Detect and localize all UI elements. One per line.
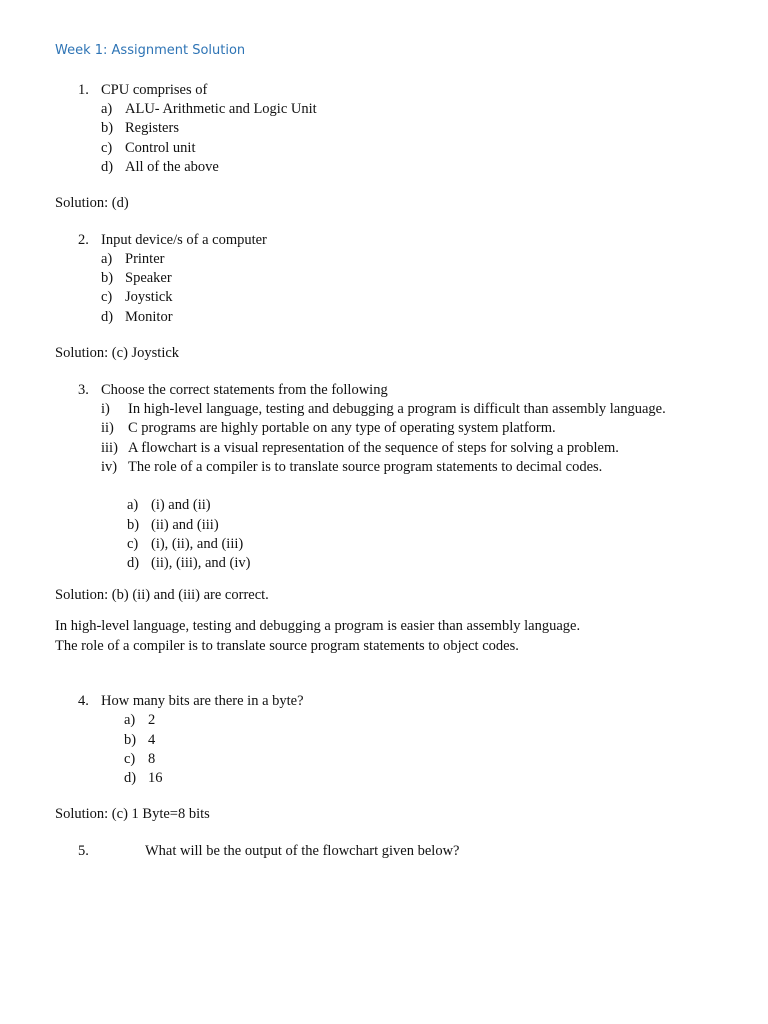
q3-option-a-label: a) <box>127 497 139 513</box>
question-5-text: What will be the output of the flowchart given below? <box>145 843 460 859</box>
q4-option-d-label: d) <box>124 770 137 786</box>
q4-option-c-label: c) <box>124 751 136 767</box>
question-2-text: Input device/s of a computer <box>101 232 267 248</box>
q1-solution: Solution: (d) <box>55 195 129 211</box>
q2-option-a-label: a) <box>101 251 113 267</box>
question-4-number: 4. <box>78 693 89 709</box>
q3-option-d: (ii), (iii), and (iv) <box>151 555 251 571</box>
q4-solution: Solution: (c) 1 Byte=8 bits <box>55 806 210 822</box>
q3-statement-4-label: iv) <box>101 459 118 475</box>
page-title: Week 1: Assignment Solution <box>55 43 246 58</box>
q4-option-b-label: b) <box>124 732 137 748</box>
q3-option-d-label: d) <box>127 555 140 571</box>
q4-option-b: 4 <box>148 732 156 748</box>
q3-statement-4: The role of a compiler is to translate source program statements to decimal codes. <box>128 459 603 475</box>
q3-solution: Solution: (b) (ii) and (iii) are correct. <box>55 587 269 603</box>
q3-option-b: (ii) and (iii) <box>151 517 219 533</box>
question-3-number: 3. <box>78 382 89 398</box>
q3-option-b-label: b) <box>127 517 140 533</box>
question-1-number: 1. <box>78 82 89 98</box>
q2-option-d: Monitor <box>125 309 173 325</box>
question-5-number: 5. <box>78 843 89 859</box>
q3-option-c-label: c) <box>127 536 139 552</box>
q4-option-c: 8 <box>148 751 156 767</box>
q1-option-b: Registers <box>125 120 179 136</box>
q3-statement-1-label: i) <box>101 401 110 417</box>
q2-option-c-label: c) <box>101 289 113 305</box>
q2-option-b: Speaker <box>125 270 172 286</box>
question-1-text: CPU comprises of <box>101 82 208 98</box>
q4-option-a-label: a) <box>124 712 136 728</box>
question-4-text: How many bits are there in a byte? <box>101 693 304 709</box>
q2-option-b-label: b) <box>101 270 114 286</box>
q4-option-d: 16 <box>148 770 163 786</box>
q1-option-c: Control unit <box>125 140 196 156</box>
q2-option-c: Joystick <box>125 289 173 305</box>
q2-option-a: Printer <box>125 251 165 267</box>
q1-option-a-label: a) <box>101 101 113 117</box>
q3-explanation-line-2: The role of a compiler is to translate source program statements to object codes. <box>55 638 519 654</box>
q1-option-b-label: b) <box>101 120 114 136</box>
q1-option-a: ALU- Arithmetic and Logic Unit <box>125 101 317 117</box>
q3-statement-2-label: ii) <box>101 420 114 436</box>
question-3-text: Choose the correct statements from the following <box>101 382 388 398</box>
q3-statement-2: C programs are highly portable on any type of operating system platform. <box>128 420 556 436</box>
q3-statement-1: In high-level language, testing and debugging a program is difficult than assembly language. <box>128 401 666 417</box>
q3-statement-3: A flowchart is a visual representation of the sequence of steps for solving a problem. <box>128 440 619 456</box>
q1-option-d-label: d) <box>101 159 114 175</box>
q4-option-a: 2 <box>148 712 156 728</box>
question-2-number: 2. <box>78 232 89 248</box>
q3-option-c: (i), (ii), and (iii) <box>151 536 244 552</box>
q3-statement-3-label: iii) <box>101 440 118 456</box>
q3-explanation-line-1: In high-level language, testing and debugging a program is easier than assembly language. <box>55 618 581 634</box>
q1-option-c-label: c) <box>101 140 113 156</box>
q2-option-d-label: d) <box>101 309 114 325</box>
q2-solution: Solution: (c) Joystick <box>55 345 180 361</box>
q1-option-d: All of the above <box>125 159 219 175</box>
q3-option-a: (i) and (ii) <box>151 497 211 513</box>
